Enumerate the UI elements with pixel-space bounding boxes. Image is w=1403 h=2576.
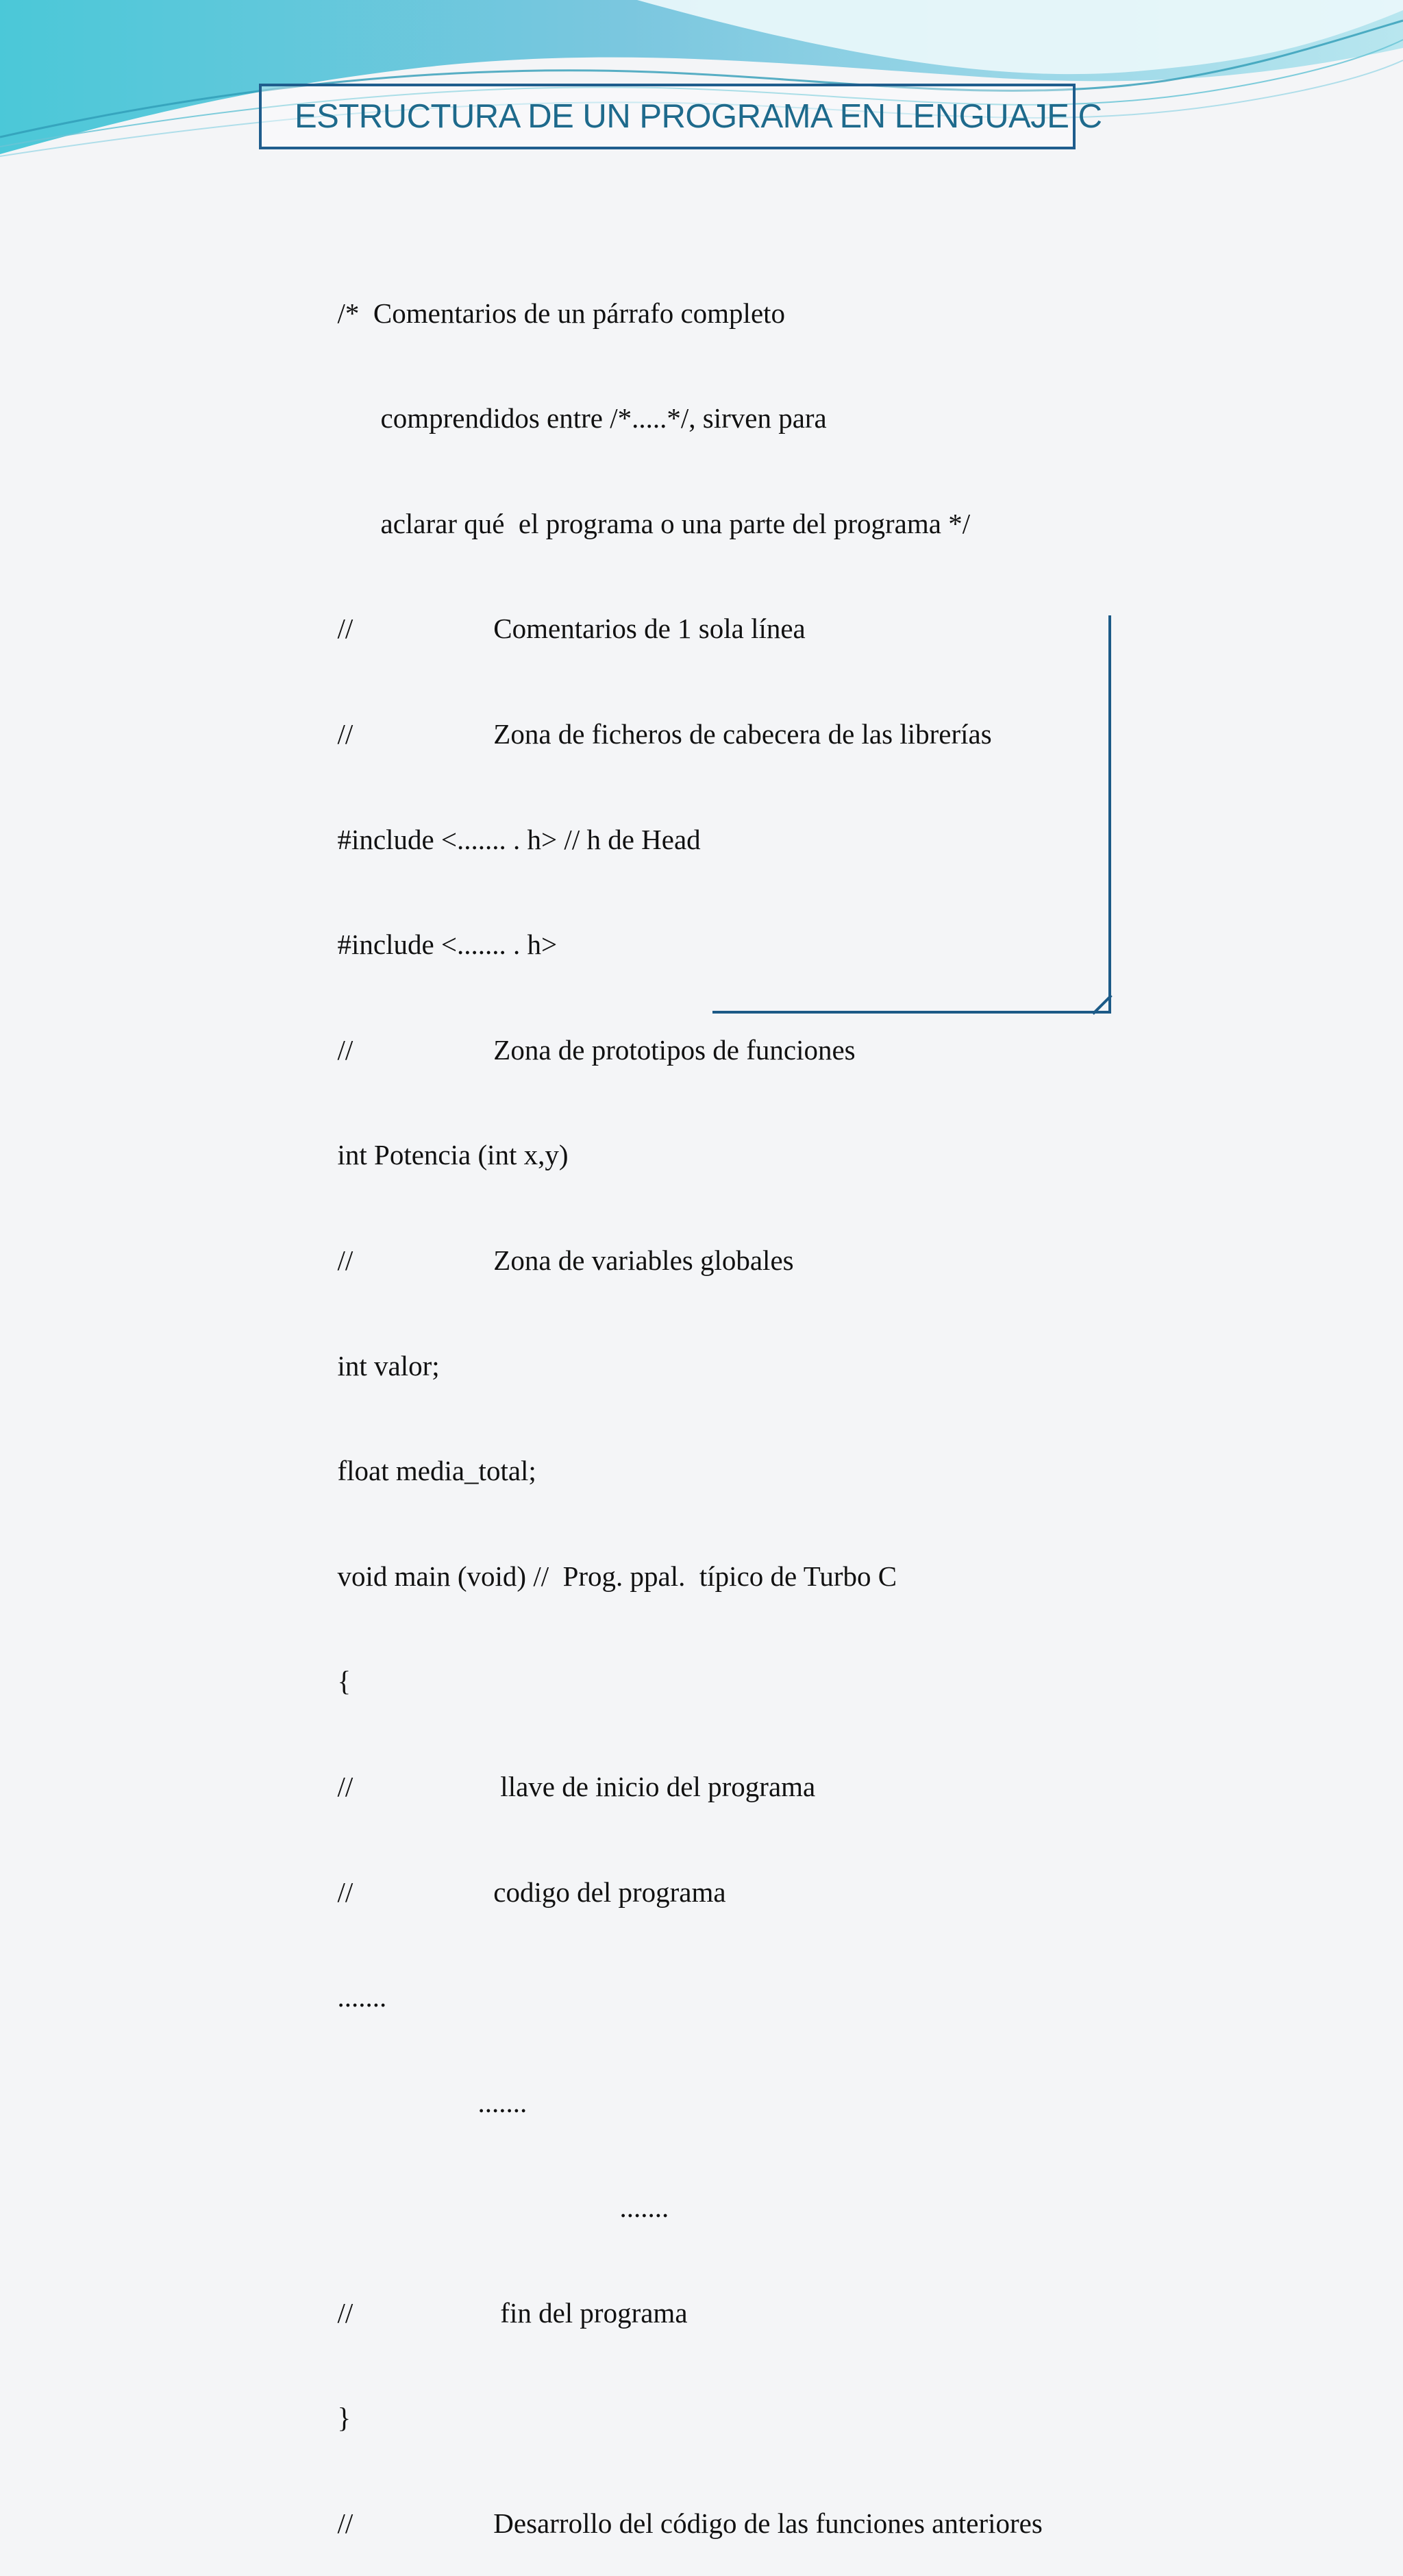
right-bracket-line — [1108, 615, 1111, 1013]
code-text: } — [337, 2402, 351, 2434]
code-line — [295, 471, 1083, 539]
code-line — [295, 998, 1083, 1066]
comment-prefix: // — [337, 717, 353, 750]
code-text: Desarrollo del código de las funciones anteriores — [493, 2507, 1043, 2540]
code-line — [295, 2050, 1083, 2118]
code-text: llave de inicio del programa — [500, 1770, 816, 1802]
code-line — [295, 1419, 1083, 1487]
code-text: comprendidos entre /*.....*/, sirven para — [380, 402, 827, 434]
code-structure-block — [295, 191, 1083, 2576]
code-text: #include <....... . h> // h de Head — [337, 823, 701, 855]
code-line — [295, 2261, 1083, 2329]
code-line — [295, 682, 1083, 750]
code-line — [295, 1103, 1083, 1171]
title-frame — [259, 84, 1102, 149]
comment-prefix: // — [337, 2507, 353, 2540]
code-text: codigo del programa — [493, 1876, 726, 1908]
code-text: Zona de prototipos de funciones — [493, 1033, 856, 1066]
code-line — [295, 1629, 1083, 1697]
code-line — [295, 1839, 1083, 1908]
code-line — [295, 366, 1083, 434]
comment-prefix: // — [337, 1033, 353, 1066]
code-text: int Potencia (int x,y) — [337, 1139, 569, 1171]
comment-prefix: // — [337, 1244, 353, 1276]
code-line — [295, 892, 1083, 961]
code-text: Zona de variables globales — [493, 1244, 794, 1276]
code-text: int valor; — [337, 1349, 440, 1382]
comment-prefix: // — [337, 1770, 353, 1802]
code-text: ....... — [477, 2086, 527, 2118]
code-line — [295, 2155, 1083, 2224]
page-title: ESTRUCTURA DE UN PROGRAMA EN LENGUAJE C — [295, 97, 1102, 135]
code-text: aclarar qué el programa o una parte del programa */ — [380, 507, 971, 539]
code-text: /* Comentarios de un párrafo completo — [337, 297, 786, 329]
code-text: fin del programa — [500, 2296, 688, 2329]
comment-prefix: // — [337, 1876, 353, 1908]
code-text: ....... — [337, 1981, 387, 2013]
code-text: void main (void) // Prog. ppal. típico de Turbo C — [337, 1560, 897, 1592]
code-line — [295, 2471, 1083, 2540]
code-text: #include <....... . h> — [337, 929, 558, 961]
code-text: Zona de ficheros de cabecera de las librerías — [493, 717, 992, 750]
code-line — [295, 1734, 1083, 1802]
code-line — [295, 576, 1083, 645]
code-line — [295, 787, 1083, 855]
code-line — [295, 1208, 1083, 1276]
comment-prefix: // — [337, 2296, 353, 2329]
code-line — [295, 1313, 1083, 1382]
code-text: Comentarios de 1 sola línea — [493, 613, 806, 645]
code-text: { — [337, 1665, 351, 1697]
code-line — [295, 1524, 1083, 1592]
code-line — [295, 2366, 1083, 2434]
comment-prefix: // — [337, 613, 353, 645]
code-text: float media_total; — [337, 1455, 536, 1487]
code-line — [295, 260, 1083, 329]
code-line — [295, 1945, 1083, 2013]
bottom-bracket-line — [712, 1011, 1111, 1014]
code-text: ....... — [619, 2192, 669, 2224]
